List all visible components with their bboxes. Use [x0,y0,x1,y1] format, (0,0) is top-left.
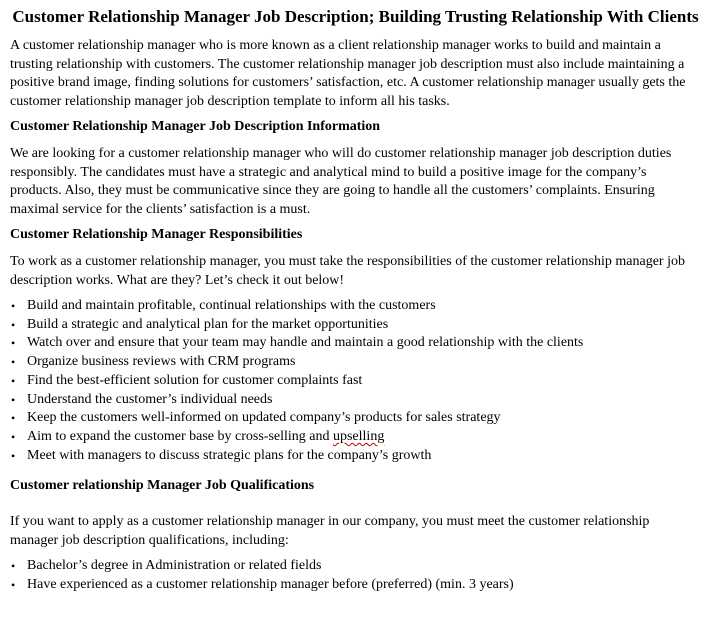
bullet-icon: • [11,355,16,370]
responsibilities-paragraph: To work as a customer relationship manager, you must take the responsibilities of the customer relationship manager job description works. What are they? Let’s check it out below! [10,254,685,288]
list-item: • Watch over and ensure that your team may handle and maintain a good relationship with the clients [10,334,701,353]
bullet-icon: • [11,336,16,351]
section-heading-information: Customer Relationship Manager Job Description Information [10,119,381,134]
list-item: • Find the best-efficient solution for customer complaints fast [10,372,701,391]
bullet-icon: • [11,392,16,407]
list-item: • Build and maintain profitable, continual relationships with the customers [10,297,701,316]
bullet-icon: • [11,448,16,463]
responsibilities-list [10,297,701,465]
information-paragraph: We are looking for a customer relationship manager who will do customer relationship manager job description duties responsibly. The candidates must have a strategic and analytical mind to build a positive image for the company’s products. Also, they must be communicative since they are going to handle all the customers’ complaints. Ensuring maximal service for the clients’ satisfaction is a must. [10,146,672,217]
list-item: • Meet with managers to discuss strategic plans for the company’s growth [10,447,701,466]
section-heading-responsibilities: Customer Relationship Manager Responsibilities [10,227,303,242]
qualifications-list [10,557,701,594]
section-heading-qualifications: Customer relationship Manager Job Qualifications [10,478,315,494]
bullet-icon: • [11,317,16,332]
list-item: • Organize business reviews with CRM programs [10,353,701,372]
bullet-icon: • [11,578,16,593]
intro-paragraph: A customer relationship manager who is more known as a client relationship manager works to build and maintain a trusting relationship with customers. The customer relationship manager job description must also include maintaining a positive brand image, finding solutions for customers’ satisfaction, etc. A customer relationship manager usually gets the customer relationship manager job description template to inform all his tasks. [10,38,686,109]
list-item: • Bachelor’s degree in Administration or related fields [10,557,701,576]
bullet-icon: • [11,411,16,426]
qualifications-paragraph: If you want to apply as a customer relationship manager in our company, you must meet the customer relationship manager job description qualifications, including: [10,514,650,548]
list-item: • Have experienced as a customer relationship manager before (preferred) (min. 3 years) [10,576,701,595]
list-item: • Build a strategic and analytical plan for the market opportunities [10,316,701,335]
bullet-icon: • [11,429,16,444]
document-title: Customer Relationship Manager Job Description; Building Trusting Relationship With Clients [12,7,699,26]
list-item: • Understand the customer’s individual needs [10,391,701,410]
bullet-icon: • [11,559,16,574]
bullet-icon: • [11,373,16,388]
list-item: • Aim to expand the customer base by cross-selling and upselling [10,428,701,447]
spellcheck-word: upselling [332,428,385,444]
bullet-icon: • [11,299,16,313]
list-item: • Keep the customers well-informed on updated company’s products for sales strategy [10,409,701,428]
